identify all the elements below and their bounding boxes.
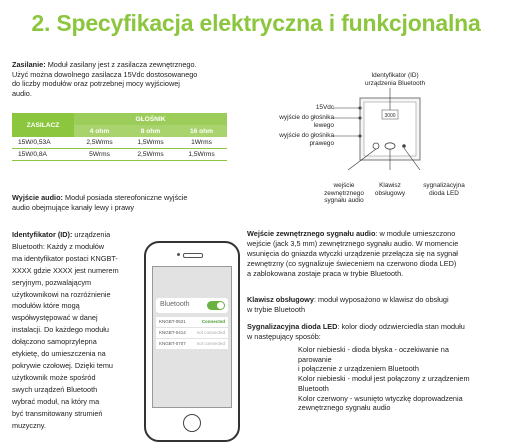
device-status: not connected [196,341,225,346]
device-name: KNGBT-0414 [159,330,186,335]
identifier-line: dołączono samoprzylepna [12,337,97,347]
identifier-line: seryjnym, pozwalającym [12,277,92,287]
diagram-label-audio-in [316,182,372,205]
jack-port [373,143,379,149]
label-line: sygnalizacyjna [423,182,465,189]
table-cell: 15W/0,53A [12,137,74,149]
speaker-grille [183,253,203,258]
table-subheader: 4 ohm [74,125,125,137]
power-line: Użyć można dowolnego zasilacza 15Vdc dostosowanego [12,69,198,79]
toggle-knob [217,302,224,309]
bluetooth-label: Bluetooth [160,301,190,308]
power-label: Zasilanie: [12,60,46,69]
table-cell: 1,5Wrms [176,149,227,161]
power-line: audio. [12,88,32,98]
phone-illustration [144,241,240,442]
camera-icon [177,253,180,256]
device-name: KNGBT-0521 [159,319,186,324]
identifier-line: Bluetooth: Każdy z modułów [12,241,105,251]
device-status: Connected [201,319,225,324]
diagram-label-left-out [262,114,334,129]
label-line: obsługowy [374,189,406,197]
bluetooth-setting[interactable] [156,298,228,313]
ext-input-line: zewnętrzny (co sygnalizuje świeceniem na czerwono dioda LED) [247,258,457,268]
led-states-list [298,345,470,413]
home-button[interactable] [183,414,201,432]
led-label: Sygnalizacyjna dioda LED [247,322,338,331]
identifier-line: XXXX gdzie XXXX jest numerem [12,265,119,275]
table-header-speaker: GŁOŚNIK [74,113,227,125]
audio-out-paragraph [12,193,244,212]
ext-input-line: : w module umieszczono [375,229,456,238]
identifier-line: instalacji. Do każdego modułu [12,325,109,335]
label-line: prawego [309,139,334,147]
power-table [12,113,227,161]
table-cell: 15W/0,8A [12,149,74,161]
device-item[interactable] [156,317,228,327]
identifier-line: muzyczny. [12,420,46,430]
table-cell: 1,5Wrms [125,137,176,149]
ext-input-paragraph [247,229,509,279]
id-code: 3000 [384,113,396,119]
table-row [12,149,227,161]
service-key-label: Klawisz obsługowy [247,295,314,304]
led-indicator [402,144,406,148]
label-line: sygnału audio [324,197,364,205]
identifier-line: użytkownikowi na rozróżnienie [12,289,111,299]
led-state-line: Bluetooth [298,383,329,393]
led-state-line: Kolor czerwony - wsunięto wtyczkę doprowadzenia [298,393,463,403]
label-line: Klawisz [379,182,401,189]
label-line: Identyfikator (ID) [371,72,419,79]
ext-input-label: Wejście zewnętrznego sygnału audio [247,229,376,238]
identifier-line: być transmitowany strumień [12,408,103,418]
identifier-label: Identyfikator (ID): [12,230,73,239]
service-key-line: w trybie Bluetooth [247,304,306,314]
service-key [385,143,395,149]
identifier-paragraph [12,229,152,431]
power-line: do liczby modułów oraz potrzebnej mocy wyjściowej [12,79,180,89]
diagram-label-right-out [262,132,334,147]
identifier-line: urządzenia [72,230,111,239]
label-line: wyjście do głośnika [279,114,334,121]
table-subheader: 16 ohm [176,125,227,137]
ext-input-line: a zablokowana zostaje praca w trybie Bluetooth. [247,268,404,278]
phone-screen [152,266,232,408]
power-line: Moduł zasilany jest z zasilacza zewnętrznego. [45,60,197,69]
ext-input-line: wejście (jack 3,5 mm) zewnętrznego sygnału audio. W momencie [247,238,459,248]
diagram-label-key [368,182,412,197]
identifier-line: użytkownik może spośród [12,372,96,382]
table-cell: 2,5Wrms [125,149,176,161]
led-state-line: Kolor niebieski - moduł jest połączony z urządzeniem [298,374,470,384]
device-status: not connected [196,330,225,335]
page-title: 2. Specyfikacja elektryczna i funkcjonalna [31,10,481,36]
led-state-line: parowanie [298,354,332,364]
led-paragraph [247,322,509,342]
identifier-line: swych urządzeń Bluetooth [12,384,98,394]
table-row [12,137,227,149]
led-state-line: i połączenie z urządzeniem Bluetooth [298,364,419,374]
diagram-label-15v [306,104,334,112]
label-line: 15Vdc [315,104,334,111]
device-item[interactable] [156,328,228,338]
service-key-paragraph [247,295,509,315]
audio-out-line: Moduł posiada stereofoniczne wyjście [62,193,188,202]
table-cell: 5Wrms [74,149,125,161]
identifier-line: etykietę, do umieszczenia na [12,349,106,359]
identifier-line: współwystępować w danej [12,313,98,323]
identifier-line: wybrać moduł, na który ma [12,396,100,406]
label-line: zewnętrznego [324,189,364,197]
led-state-line: zewnętrznego sygnału audio [298,403,391,413]
device-name: KNGBT-0707 [159,341,186,346]
led-state-line: Kolor niebieski - dioda błyska - oczekiwanie na [298,345,449,354]
led-line: w następujący sposób: [247,331,321,341]
identifier-line: pokrywie czołowej. Dzięki temu [12,360,113,370]
label-line: wyjście do głośnika [279,132,334,139]
led-line: : kolor diody odzwierciedla stan modułu [337,322,465,331]
diagram-label-led [414,182,474,197]
label-line: dioda LED [429,189,459,197]
device-item[interactable] [156,339,228,349]
table-cell: 2,5Wrms [74,137,125,149]
ext-input-line: wsunięcia do gniazda wtyczki urządzenie przełącza się na sygnał [247,248,458,258]
table-header-supply: ZASILACZ [12,113,74,137]
diagram-label-id [350,72,440,87]
power-paragraph [12,60,244,98]
service-key-line: : moduł wyposażono w klawisz do obsługi [313,295,449,304]
label-line: wejście [333,182,355,189]
table-subheader: 8 ohm [125,125,176,137]
table-cell: 1Wrms [176,137,227,149]
identifier-line: modułów które mogą [12,301,80,311]
bluetooth-toggle[interactable] [207,301,225,310]
identifier-line: ma identyfikator postaci KNGBT- [12,253,118,263]
label-line: urządzenia Bluetooth [364,79,426,87]
audio-out-line: audio obejmujące kanały lewy i prawy [12,202,135,212]
audio-out-label: Wyjście audio: [12,193,63,202]
label-line: lewego [313,121,334,129]
